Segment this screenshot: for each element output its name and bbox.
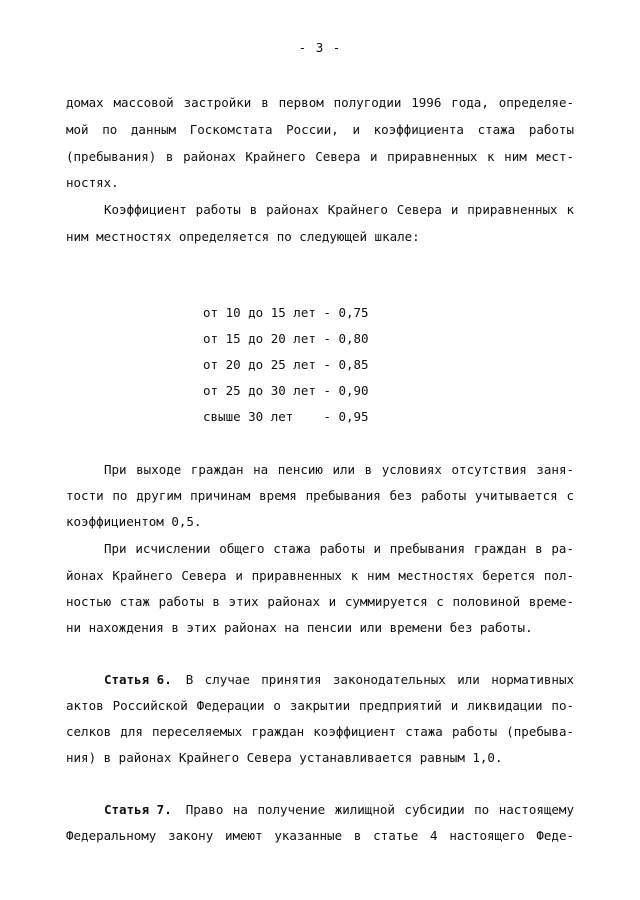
article-7-line-2: Федеральному закону имеют указанные в статье 4 настоящего Феде-	[66, 828, 574, 843]
article-7-heading: Статья 7.	[104, 802, 172, 817]
paragraph-3-line-1: При выходе граждан на пенсию или в условиях отсутствия заня-	[104, 462, 574, 477]
article-6-line-4: ния) в районах Крайнего Севера устанавливается равным 1,0.	[66, 750, 503, 765]
paragraph-3-line-2: тости по другим причинам время пребывания без работы учитывается с	[66, 488, 574, 503]
scale-row-25-30: от 25 до 30 лет - 0,90	[203, 383, 369, 398]
paragraph-2-line-2: ним местностях определяется по следующей шкале:	[66, 229, 420, 244]
article-7-first-line	[104, 802, 574, 818]
scale-row-15-20: от 15 до 20 лет - 0,80	[203, 331, 369, 346]
paragraph-4-line-3: ностью стаж работы в этих районах и суммируется с половиной време-	[66, 594, 574, 609]
scale-row-over-30: свыше 30 лет - 0,95	[203, 409, 369, 424]
article-6-first-text: В случае принятия законодательных или нормативных	[185, 672, 574, 687]
paragraph-1-line-2: мой по данным Госкомстата России, и коэффициента стажа работы	[66, 122, 574, 137]
paragraph-1-line-4: ностях.	[66, 175, 119, 190]
article-7-first-text: Право на получение жилищной субсидии по настоящему	[185, 802, 574, 817]
paragraph-3-line-3: коэффициентом 0,5.	[66, 514, 202, 529]
scale-row-20-25: от 20 до 25 лет - 0,85	[203, 357, 369, 372]
page-number: - 3 -	[298, 40, 342, 55]
article-6-first-line	[104, 672, 574, 688]
paragraph-4-line-4: ни нахождения в этих районах на пенсии или времени без работы.	[66, 620, 533, 635]
article-6-line-2: актов Российской Федерации о закрытии предприятий и ликвидации по-	[66, 698, 574, 713]
article-6-heading: Статья 6.	[104, 672, 172, 687]
paragraph-2-line-1: Коэффициент работы в районах Крайнего Севера и приравненных к	[104, 202, 574, 217]
paragraph-1-line-3: (пребывания) в районах Крайнего Севера и приравненных к ним мест-	[66, 149, 574, 164]
article-6-line-3: селков для переселяемых граждан коэффициент стажа работы (пребыва-	[66, 724, 574, 739]
scale-row-10-15: от 10 до 15 лет - 0,75	[203, 305, 369, 320]
paragraph-1-line-1: домах массовой застройки в первом полугодии 1996 года, определяе-	[66, 95, 574, 110]
paragraph-4-line-2: йонах Крайнего Севера и приравненных к ним местностях берется пол-	[66, 568, 574, 583]
paragraph-4-line-1: При исчислении общего стажа работы и пребывания граждан в ра-	[104, 541, 574, 556]
